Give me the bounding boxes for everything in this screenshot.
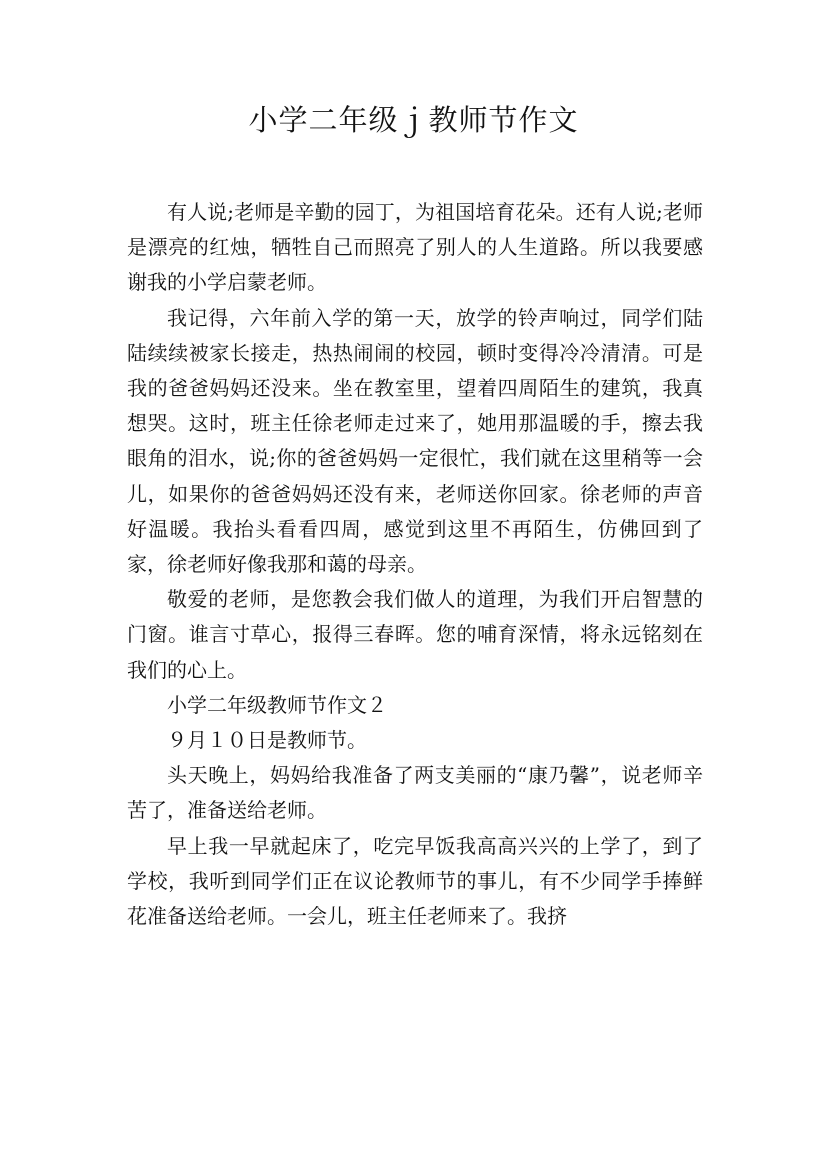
paragraph: 早上我一早就起床了，吃完早饭我高高兴兴的上学了，到了学校，我听到同学们正在议论教师节的事儿，有不少同学手捧鲜花准备送给老师。一会儿，班主任老师来了。我挤 bbox=[127, 833, 703, 929]
document-title: 小学二年级ｊ教师节作文 bbox=[248, 103, 579, 137]
paragraph: 有人说;老师是辛勤的园丁，为祖国培育花朵。还有人说;老师是漂亮的红烛，牺牲自己而照亮了别人的人生道路。所以我要感谢我的小学启蒙老师。 bbox=[127, 200, 703, 295]
paragraph: ９月１０日是教师节。 bbox=[167, 728, 367, 753]
paragraph: 敬爱的老师，是您教会我们做人的道理，为我们开启智慧的门窗。谁言寸草心，报得三春晖。您的哺育深情，将永远铭刻在我们的心上。 bbox=[127, 587, 703, 682]
paragraph: 头天晚上，妈妈给我准备了两支美丽的“康乃馨”，说老师辛苦了，准备送给老师。 bbox=[127, 763, 703, 823]
section-heading: 小学二年级教师节作文２ bbox=[167, 692, 387, 717]
paragraph: 我记得，六年前入学的第一天，放学的铃声响过，同学们陆陆续续被家长接走，热热闹闹的校园，顿时变得冷冷清清。可是我的爸爸妈妈还没来。坐在教室里，望着四周陌生的建筑，我真想哭。这时，班主任徐老师走过来了，她用那温暖的手，擦去我眼角的泪水，说;你的爸爸妈妈一定很忙，我们就在这里稍等一会儿，如果你的爸爸妈妈还没有来，老师送你回家。徐老师的声音好温暖。我抬头看看四周，感觉到这里不再陌生，仿佛回到了家，徐老师好像我那和蔼的母亲。 bbox=[127, 305, 703, 577]
document-body bbox=[127, 195, 703, 934]
